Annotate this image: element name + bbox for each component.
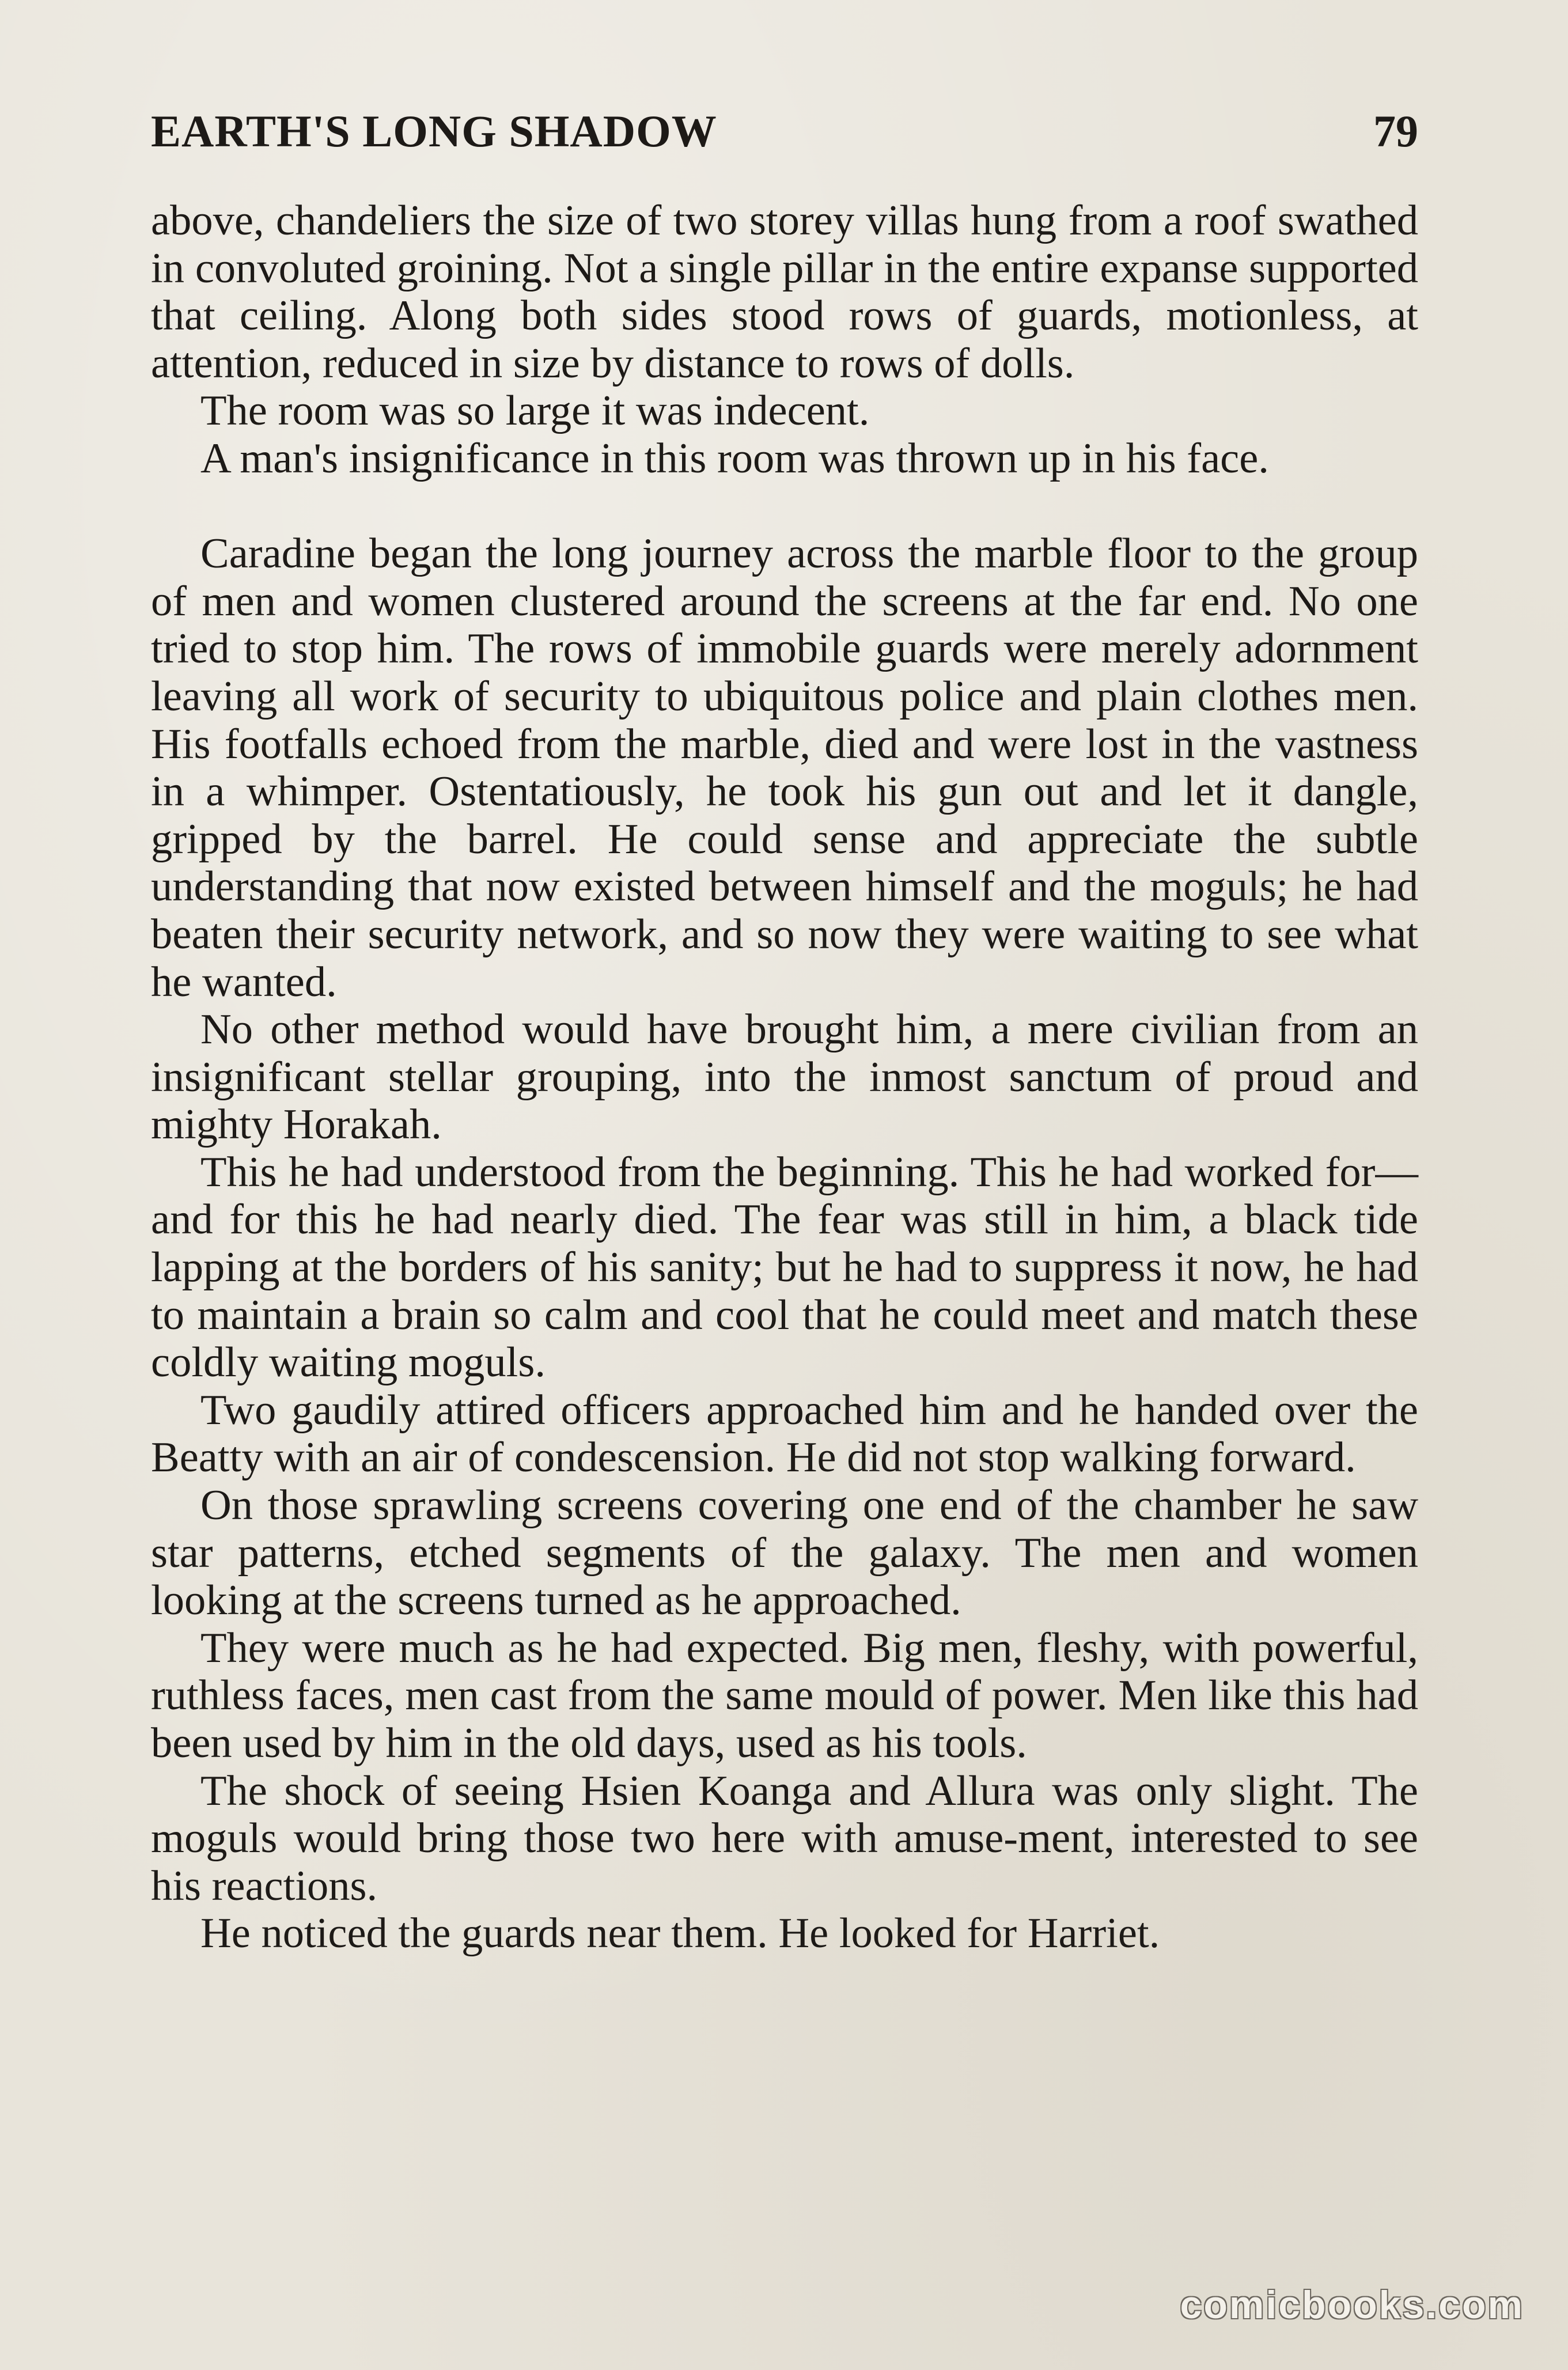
- paragraph: Two gaudily attired officers approached him and he handed over the Beatty with an air of condescension. He did not stop walking forward.: [151, 1386, 1418, 1482]
- paragraph: He noticed the guards near them. He looked for Harriet.: [200, 1910, 1160, 1958]
- running-title: EARTH'S LONG SHADOW: [151, 106, 717, 156]
- paragraph: The shock of seeing Hsien Koanga and Allura was only slight. The moguls would bring those two here with amuse-ment, interested to see his reactions.: [151, 1767, 1418, 1910]
- paragraph: No other method would have brought him, a mere civilian from an insignificant stellar grouping, into the inmost sanctum of proud and mighty Horakah.: [151, 1006, 1418, 1149]
- section-break: [151, 483, 1418, 531]
- paragraph: The room was so large it was indecent.: [200, 387, 870, 435]
- page-number: 79: [1373, 106, 1418, 156]
- paragraph: above, chandeliers the size of two storey villas hung from a roof swathed in convoluted groining. Not a single pillar in the entire expanse supported that ceiling. Along both sides stood rows of guards, motionless, at attention, reduced in size by distance to rows of dolls.: [151, 197, 1418, 387]
- running-head: [151, 103, 1418, 172]
- paragraph: On those sprawling screens covering one end of the chamber he saw star patterns, etched segments of the galaxy. The men and women looking at the screens turned as he approached.: [151, 1482, 1418, 1625]
- paragraph: A man's insignificance in this room was thrown up in his face.: [200, 434, 1269, 482]
- paragraph: They were much as he had expected. Big men, fleshy, with powerful, ruthless faces, men cast from the same mould of power. Men like this had been used by him in the old days, used as his tools.: [151, 1624, 1418, 1767]
- paragraph: This he had understood from the beginning. This he had worked for—and for this he had nearly died. The fear was still in him, a black tide lapping at the borders of his sanity; but he had to suppress it now, he had to maintain a brain so calm and cool that he could meet and match these coldly waiting moguls.: [151, 1148, 1418, 1387]
- watermark: comicbooks.com: [1180, 2283, 1524, 2327]
- body-text: [151, 197, 1418, 1958]
- paragraph: Caradine began the long journey across the marble floor to the group of men and women clustered around the screens at the far end. No one tried to stop him. The rows of immobile guards were merely adornment leaving all work of security to ubiquitous police and plain clothes men. His footfalls echoed from the marble, died and were lost in the vastness in a whimper. Ostentatiously, he took his gun out and let it dangle, gripped by the barrel. He could sense and appreciate the subtle understanding that now existed between himself and the moguls; he had beaten their security network, and so now they were waiting to see what he wanted.: [151, 530, 1418, 1006]
